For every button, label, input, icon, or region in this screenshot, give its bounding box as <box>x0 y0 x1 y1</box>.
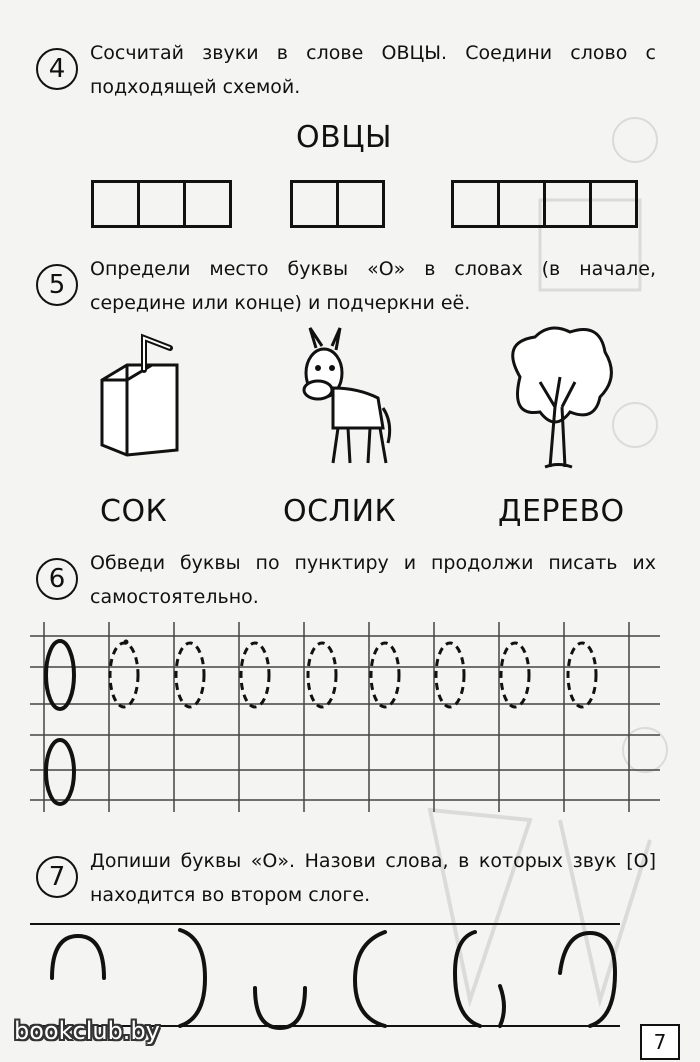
letter-o-dotted[interactable] <box>501 643 529 707</box>
letter-o-sample <box>46 740 74 804</box>
letter-o-dotted[interactable] <box>176 643 204 707</box>
task-4-text: Сосчитай звуки в слове ОВЦЫ. Соедини слово с подходящей схемой. <box>90 42 656 98</box>
letter-o-sample <box>46 641 74 709</box>
scheme-box <box>592 183 635 225</box>
scheme-box <box>293 183 339 225</box>
scheme-2-boxes[interactable] <box>290 180 385 228</box>
tree-icon <box>500 322 620 472</box>
writing-grid[interactable] <box>30 622 660 812</box>
task-4-number: 4 <box>36 48 78 90</box>
task-6-number: 6 <box>36 558 78 600</box>
letter-o-dotted[interactable] <box>241 643 269 707</box>
word-derevo: ДЕРЕВО <box>498 494 625 529</box>
task-7-number: 7 <box>36 856 78 898</box>
scheme-box <box>94 183 140 225</box>
task-5-text: Определи место буквы «О» в словах (в начале, середине или конце) и подчеркни её. <box>90 258 656 314</box>
donkey-icon <box>288 328 398 468</box>
scheme-box <box>500 183 546 225</box>
letter-o-dotted[interactable] <box>110 643 138 707</box>
letter-o-dotted[interactable] <box>568 643 596 707</box>
letter-o-dotted[interactable] <box>371 643 399 707</box>
task-7-text: Допиши буквы «О». Назови слова, в которых звук [О] находится во втором слоге. <box>90 850 656 906</box>
watermark: bookclub.by <box>14 1017 160 1045</box>
scheme-box <box>339 183 382 225</box>
letter-o-fragments[interactable] <box>30 918 630 1028</box>
letter-o-dotted[interactable] <box>308 643 336 707</box>
scheme-box <box>546 183 592 225</box>
word-sok: СОК <box>100 494 168 529</box>
scheme-3-boxes[interactable] <box>91 180 232 228</box>
scheme-box <box>454 183 500 225</box>
task-4-word: ОВЦЫ <box>296 120 392 155</box>
letter-o-dotted[interactable] <box>436 643 464 707</box>
scheme-4-boxes[interactable] <box>451 180 638 228</box>
task-5-number: 5 <box>36 264 78 306</box>
scheme-box <box>186 183 229 225</box>
word-oslik: ОСЛИК <box>283 494 397 529</box>
task-6-text: Обведи буквы по пунктиру и продолжи писать их самостоятельно. <box>90 552 656 608</box>
scheme-box <box>140 183 186 225</box>
page-number: 7 <box>640 1024 680 1060</box>
juice-box-icon <box>92 330 192 460</box>
